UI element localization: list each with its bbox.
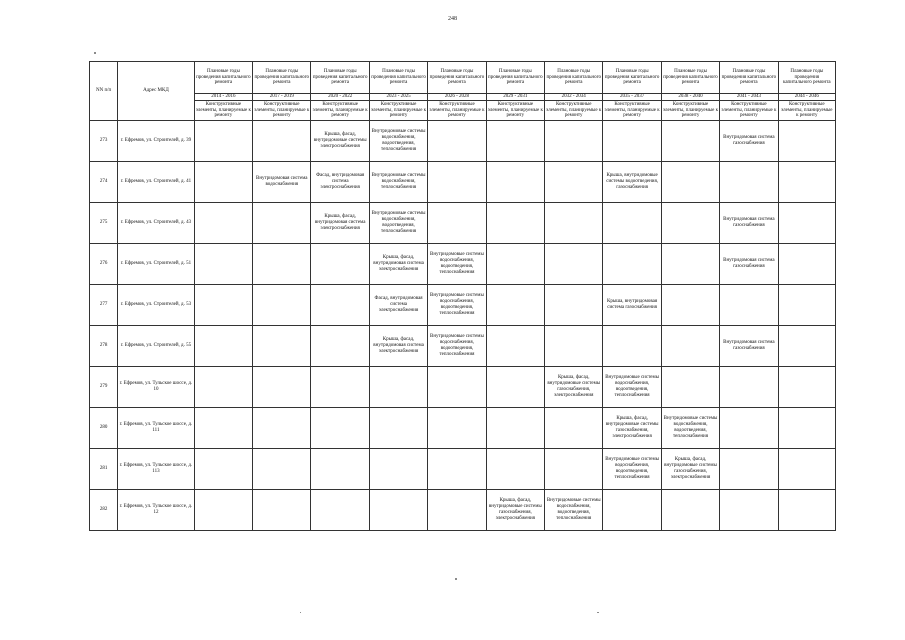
repair-elements-cell: Крыша, фасад, внутридомовая система электроснабжения	[311, 203, 369, 244]
repair-elements-cell	[778, 326, 835, 367]
repair-elements-cell	[778, 121, 835, 162]
repair-elements-cell	[603, 203, 661, 244]
repair-elements-cell	[311, 285, 369, 326]
row-number: 280	[90, 408, 118, 449]
repair-elements-cell	[545, 203, 603, 244]
repair-elements-cell	[778, 408, 835, 449]
repair-elements-cell	[603, 121, 661, 162]
table-row	[90, 367, 836, 408]
repair-elements-cell: Внутридомовые системы водоснабжения, водоотведения, теплоснабжения	[661, 408, 719, 449]
scan-speck	[94, 52, 96, 54]
repair-elements-cell	[253, 244, 311, 285]
repair-elements-cell	[428, 203, 486, 244]
repair-elements-cell	[253, 367, 311, 408]
row-number: 274	[90, 162, 118, 203]
repair-elements-cell	[194, 326, 252, 367]
repair-elements-cell	[194, 449, 252, 490]
header-no: NN п/п	[90, 62, 118, 121]
header-period-years: 2029 - 2031	[486, 94, 544, 101]
repair-elements-cell	[369, 408, 427, 449]
header-period-years: 2023 - 2025	[369, 94, 427, 101]
repair-elements-cell	[311, 408, 369, 449]
repair-elements-cell	[661, 121, 719, 162]
repair-elements-cell: Крыша, фасад, внутридомовая система электроснабжения	[369, 244, 427, 285]
table-row	[90, 244, 836, 285]
repair-elements-cell	[545, 285, 603, 326]
header-period-heading: Плановые годы проведения капитального ремонта	[603, 62, 661, 94]
header-period-years: 2035 - 2037	[603, 94, 661, 101]
repair-elements-cell: Крыша, фасад, внутридомовые системы газоснабжения, электроснабжения	[603, 408, 661, 449]
repair-elements-cell	[720, 162, 778, 203]
repair-elements-cell: Крыша, внутридомовые системы водоотведения, газоснабжения	[603, 162, 661, 203]
repair-elements-cell	[369, 449, 427, 490]
repair-elements-cell	[603, 490, 661, 531]
row-address: г. Ефремов, ул. Тульское шоссе, д. 10	[118, 367, 195, 408]
repair-elements-cell: Крыша, фасад, внутридомовые системы газоснабжения, электроснабжения	[486, 490, 544, 531]
repair-elements-cell: Внутридомовая система водоснабжения	[253, 162, 311, 203]
header-address: Адрес МКД	[118, 62, 195, 121]
repair-elements-cell: Внутридомовые системы водоснабжения, водоотведения, теплоснабжения	[603, 367, 661, 408]
repair-elements-cell: Внутридомовые системы водоснабжения, водоотведения, теплоснабжения	[603, 449, 661, 490]
header-period-row	[90, 94, 836, 101]
repair-elements-cell	[778, 449, 835, 490]
repair-elements-cell: Крыша, внутридомовая система газоснабжения	[603, 285, 661, 326]
repair-elements-cell	[428, 121, 486, 162]
repair-elements-cell	[428, 408, 486, 449]
repair-elements-cell	[253, 490, 311, 531]
row-address: г. Ефремов, ул. Тульское шоссе, д. 113	[118, 449, 195, 490]
table-row	[90, 408, 836, 449]
table-body	[90, 121, 836, 531]
row-address: г. Ефремов, ул. Строителей, д. 43	[118, 203, 195, 244]
table-row	[90, 490, 836, 531]
header-period-years: 2041 - 2043	[720, 94, 778, 101]
repair-elements-cell	[311, 490, 369, 531]
repair-elements-cell	[194, 367, 252, 408]
repair-elements-cell: Крыша, фасад, внутридомовая система электроснабжения	[369, 326, 427, 367]
row-number: 277	[90, 285, 118, 326]
repair-elements-cell: Внутридомовые системы водоснабжения, водоотведения, теплоснабжения	[369, 121, 427, 162]
table-row	[90, 121, 836, 162]
repair-elements-cell: Крыша, фасад, внутридомовые системы газоснабжения, электроснабжения	[661, 449, 719, 490]
repair-elements-cell	[778, 490, 835, 531]
header-elements-row	[90, 101, 836, 121]
repair-elements-cell: Внутридомовая система газоснабжения	[720, 121, 778, 162]
repair-elements-cell	[428, 490, 486, 531]
repair-elements-cell	[486, 367, 544, 408]
row-number: 282	[90, 490, 118, 531]
header-elements-heading: Конструктивные элементы, планируемые к ремонту	[545, 101, 603, 121]
repair-elements-cell	[603, 326, 661, 367]
repair-elements-cell	[194, 408, 252, 449]
header-period-years: 2026 - 2028	[428, 94, 486, 101]
row-number: 278	[90, 326, 118, 367]
repair-elements-cell	[720, 367, 778, 408]
repair-elements-cell: Крыша, фасад, внутридомовые системы электроснабжения	[311, 121, 369, 162]
repair-elements-cell: Фасад, внутридомовая система электроснабжения	[369, 285, 427, 326]
repair-elements-cell	[720, 449, 778, 490]
header-period-heading: Плановые годы проведения капитального ремонта	[194, 62, 252, 94]
repair-elements-cell	[778, 162, 835, 203]
repair-elements-cell	[253, 326, 311, 367]
row-number: 273	[90, 121, 118, 162]
repair-elements-cell: Крыша, фасад, внутридомовые системы газоснабжения, электроснабжения	[545, 367, 603, 408]
repair-elements-cell	[253, 121, 311, 162]
row-address: г. Ефремов, ул. Строителей, д. 55	[118, 326, 195, 367]
repair-elements-cell: Внутридомовые системы водоснабжения, водоотведения, теплоснабжения	[545, 490, 603, 531]
repair-elements-cell: Внутридомовая система газоснабжения	[720, 244, 778, 285]
repair-elements-cell	[253, 285, 311, 326]
header-period-years: 2017 - 2019	[253, 94, 311, 101]
repair-elements-cell	[661, 203, 719, 244]
repair-elements-cell	[486, 326, 544, 367]
row-address: г. Ефремов, ул. Строителей, д. 53	[118, 285, 195, 326]
header-period-years: 2032 - 2034	[545, 94, 603, 101]
repair-elements-cell	[778, 244, 835, 285]
table-row	[90, 449, 836, 490]
scan-speck	[455, 578, 457, 580]
repair-elements-cell	[253, 449, 311, 490]
repair-elements-cell	[486, 162, 544, 203]
table-row	[90, 285, 836, 326]
row-address: г. Ефремов, ул. Строителей, д. 51	[118, 244, 195, 285]
repair-elements-cell	[661, 244, 719, 285]
header-period-heading: Плановые годы проведения капитального ремонта	[369, 62, 427, 94]
repair-elements-cell	[486, 121, 544, 162]
repair-elements-cell	[253, 408, 311, 449]
row-address: г. Ефремов, ул. Тульское шоссе, д. 12	[118, 490, 195, 531]
repair-elements-cell: Внутридомовые системы водоснабжения, водоотведения, теплоснабжения	[428, 326, 486, 367]
repair-elements-cell: Внутридомовая система газоснабжения	[720, 326, 778, 367]
header-elements-heading: Конструктивные элементы, планируемые к ремонту	[369, 101, 427, 121]
repair-elements-cell	[545, 449, 603, 490]
header-period-years: 2020 - 2022	[311, 94, 369, 101]
repair-elements-cell	[311, 244, 369, 285]
scan-speck	[597, 612, 599, 613]
repair-elements-cell	[194, 203, 252, 244]
header-period-years: 2014 - 2016	[194, 94, 252, 101]
header-elements-heading: Конструктивные элементы, планируемые к ремонту	[720, 101, 778, 121]
repair-elements-cell	[194, 162, 252, 203]
table-row	[90, 326, 836, 367]
row-address: г. Ефремов, ул. Строителей, д. 41	[118, 162, 195, 203]
row-number: 279	[90, 367, 118, 408]
repair-elements-cell	[661, 285, 719, 326]
repair-elements-cell	[369, 367, 427, 408]
repair-elements-cell	[194, 285, 252, 326]
repair-elements-cell	[311, 326, 369, 367]
repair-plan-table	[89, 61, 836, 531]
header-period-years: 2038 - 2040	[661, 94, 719, 101]
table-row	[90, 203, 836, 244]
repair-elements-cell	[194, 490, 252, 531]
header-elements-heading: Конструктивные элементы, планируемые к ремонту	[428, 101, 486, 121]
repair-elements-cell	[778, 367, 835, 408]
repair-elements-cell	[194, 121, 252, 162]
repair-elements-cell	[194, 244, 252, 285]
repair-elements-cell	[428, 367, 486, 408]
header-elements-heading: Конструктивные элементы, планируемые к ремонту	[311, 101, 369, 121]
table-header	[90, 62, 836, 121]
repair-elements-cell: Внутридомовые системы водоснабжения, водоотведения, теплоснабжения	[428, 285, 486, 326]
header-period-heading: Плановые годы проведения капитального ремонта	[720, 62, 778, 94]
row-address: г. Ефремов, ул. Тульское шоссе, д. 111	[118, 408, 195, 449]
header-period-years: 2044 - 2046	[778, 94, 835, 101]
repair-elements-cell	[311, 367, 369, 408]
repair-elements-cell	[778, 285, 835, 326]
repair-elements-cell	[486, 203, 544, 244]
repair-elements-cell: Внутридомовая система газоснабжения	[720, 203, 778, 244]
repair-elements-cell	[720, 285, 778, 326]
repair-elements-cell	[545, 326, 603, 367]
repair-elements-cell	[661, 367, 719, 408]
repair-elements-cell	[720, 490, 778, 531]
header-period-heading: Плановые годы проведения капитального ремонта	[661, 62, 719, 94]
repair-elements-cell	[486, 408, 544, 449]
repair-elements-cell	[311, 449, 369, 490]
table-row	[90, 162, 836, 203]
header-elements-heading: Конструктивные элементы, планируемые к ремонту	[486, 101, 544, 121]
row-number: 276	[90, 244, 118, 285]
header-period-heading-row	[90, 62, 836, 94]
repair-elements-cell	[603, 244, 661, 285]
repair-elements-cell	[486, 285, 544, 326]
header-elements-heading: Конструктивные элементы, планируемые к ремонту	[661, 101, 719, 121]
repair-elements-cell	[486, 244, 544, 285]
repair-elements-cell	[486, 449, 544, 490]
header-period-heading: Плановые годы проведения капитального ремонта	[311, 62, 369, 94]
scan-speck	[300, 612, 301, 613]
repair-elements-cell	[778, 203, 835, 244]
repair-elements-cell	[661, 490, 719, 531]
repair-elements-cell	[545, 408, 603, 449]
repair-elements-cell	[428, 449, 486, 490]
row-number: 275	[90, 203, 118, 244]
header-elements-heading: Конструктивные элементы, планируемые к ремонту	[778, 101, 835, 121]
repair-elements-cell: Внутридомовые системы водоснабжения, водоотведения, теплоснабжения	[369, 203, 427, 244]
page-number: 248	[448, 16, 457, 22]
header-elements-heading: Конструктивные элементы, планируемые к ремонту	[253, 101, 311, 121]
repair-elements-cell	[428, 162, 486, 203]
header-period-heading: Плановые годы проведения капитального ремонта	[253, 62, 311, 94]
row-number: 281	[90, 449, 118, 490]
row-address: г. Ефремов, ул. Строителей, д. 39	[118, 121, 195, 162]
header-period-heading: Плановые годы проведения капитального ремонта	[778, 62, 835, 94]
header-period-heading: Плановые годы проведения капитального ремонта	[428, 62, 486, 94]
repair-elements-cell: Фасад, внутридомовая система электроснабжения	[311, 162, 369, 203]
repair-elements-cell	[661, 326, 719, 367]
repair-elements-cell: Внутридомовые системы водоснабжения, теплоснабжения	[369, 162, 427, 203]
repair-elements-cell	[253, 203, 311, 244]
repair-elements-cell	[545, 244, 603, 285]
repair-elements-cell: Внутридомовые системы водоснабжения, водоотведения, теплоснабжения	[428, 244, 486, 285]
repair-elements-cell	[545, 121, 603, 162]
header-period-heading: Плановые годы проведения капитального ремонта	[486, 62, 544, 94]
repair-elements-cell	[545, 162, 603, 203]
header-period-heading: Плановые годы проведения капитального ремонта	[545, 62, 603, 94]
repair-elements-cell	[720, 408, 778, 449]
header-elements-heading: Конструктивные элементы, планируемые к ремонту	[603, 101, 661, 121]
header-elements-heading: Конструктивные элементы, планируемые к ремонту	[194, 101, 252, 121]
repair-elements-cell	[369, 490, 427, 531]
repair-elements-cell	[661, 162, 719, 203]
